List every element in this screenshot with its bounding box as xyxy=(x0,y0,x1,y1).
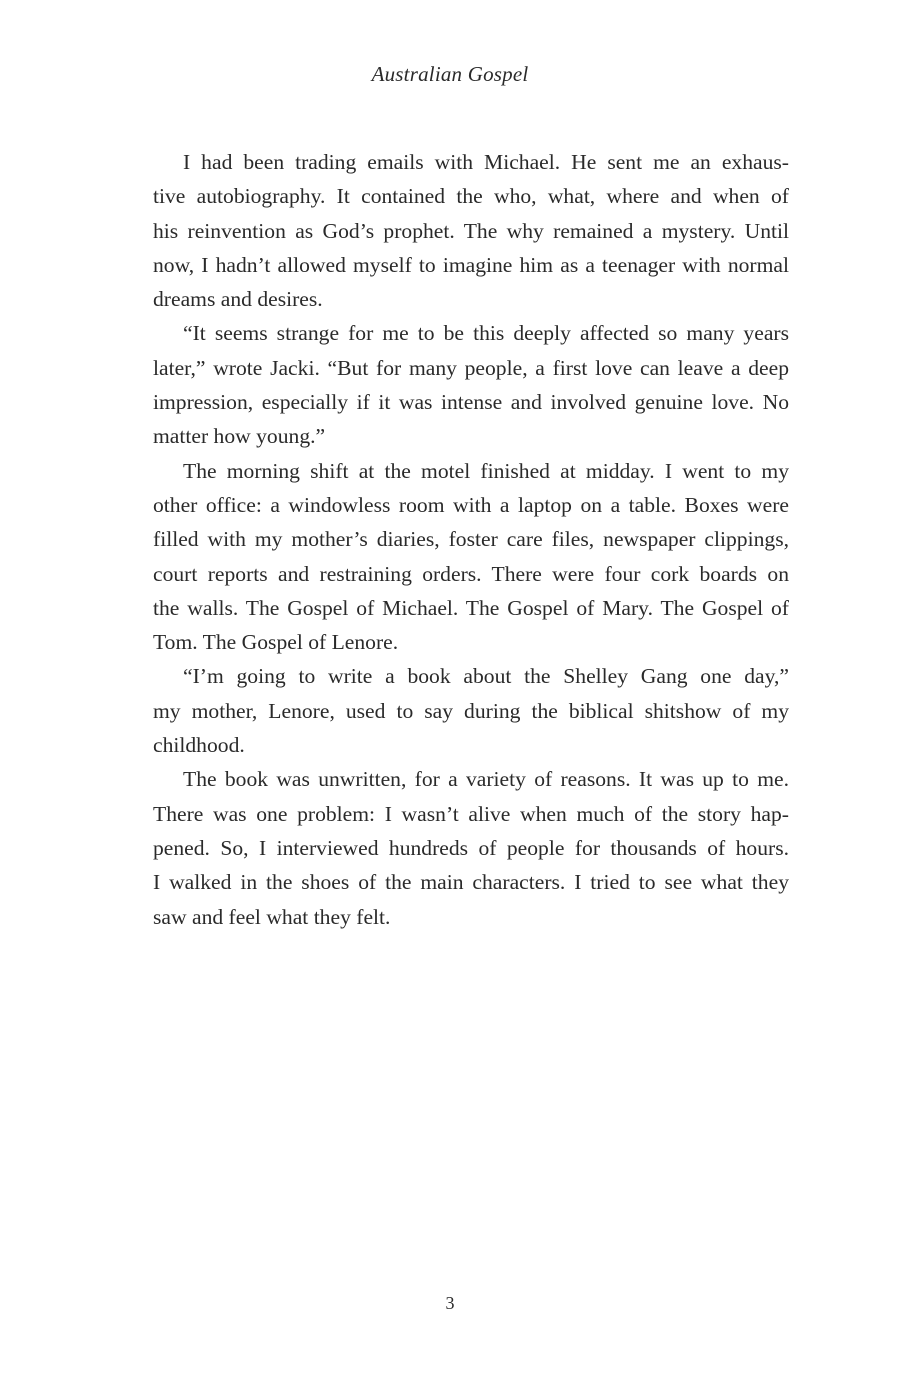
paragraph-5 xyxy=(153,762,789,933)
text-line: I walked in the shoes of the main characters. I tried to see what they xyxy=(153,870,789,895)
text-line: later,” wrote Jacki. “But for many people, a first love can leave a deep xyxy=(153,355,789,380)
paragraph-3 xyxy=(153,454,789,660)
page-number: 3 xyxy=(445,1293,455,1313)
paragraph-1 xyxy=(153,145,789,316)
text-line: Tom. The Gospel of Lenore. xyxy=(153,630,399,655)
text-line: his reinvention as God’s prophet. The why remained a mystery. Until xyxy=(153,218,789,243)
text-line: now, I hadn’t allowed myself to imagine him as a teenager with normal xyxy=(153,252,789,277)
text-line: my mother, Lenore, used to say during the biblical shitshow of my xyxy=(153,698,789,723)
text-line: “It seems strange for me to be this deeply affected so many years xyxy=(183,321,789,346)
running-head: Australian Gospel xyxy=(371,62,529,86)
text-line: childhood. xyxy=(153,733,245,758)
text-line: saw and feel what they felt. xyxy=(153,904,391,929)
text-line: The book was unwritten, for a variety of reasons. It was up to me. xyxy=(183,767,789,792)
text-line: dreams and desires. xyxy=(153,287,323,312)
text-line: other office: a windowless room with a laptop on a table. Boxes were xyxy=(153,492,789,517)
text-line: There was one problem: I wasn’t alive when much of the story hap- xyxy=(153,801,789,826)
text-line: court reports and restraining orders. There were four cork boards on xyxy=(153,561,789,586)
text-line: pened. So, I interviewed hundreds of people for thousands of hours. xyxy=(153,835,789,860)
text-line: impression, especially if it was intense and involved genuine love. No xyxy=(153,390,789,415)
text-line: “I’m going to write a book about the Shelley Gang one day,” xyxy=(183,664,789,689)
text-line: The morning shift at the motel finished at midday. I went to my xyxy=(183,458,789,483)
text-line: tive autobiography. It contained the who, what, where and when of xyxy=(153,184,789,209)
body-text xyxy=(153,145,789,934)
text-line: filled with my mother’s diaries, foster care files, newspaper clippings, xyxy=(153,527,789,552)
paragraph-2 xyxy=(153,316,789,453)
text-line: I had been trading emails with Michael. He sent me an exhaus- xyxy=(183,150,789,174)
text-line: matter how young.” xyxy=(153,424,326,449)
text-line: the walls. The Gospel of Michael. The Gospel of Mary. The Gospel of xyxy=(153,595,789,620)
paragraph-4 xyxy=(153,659,789,762)
